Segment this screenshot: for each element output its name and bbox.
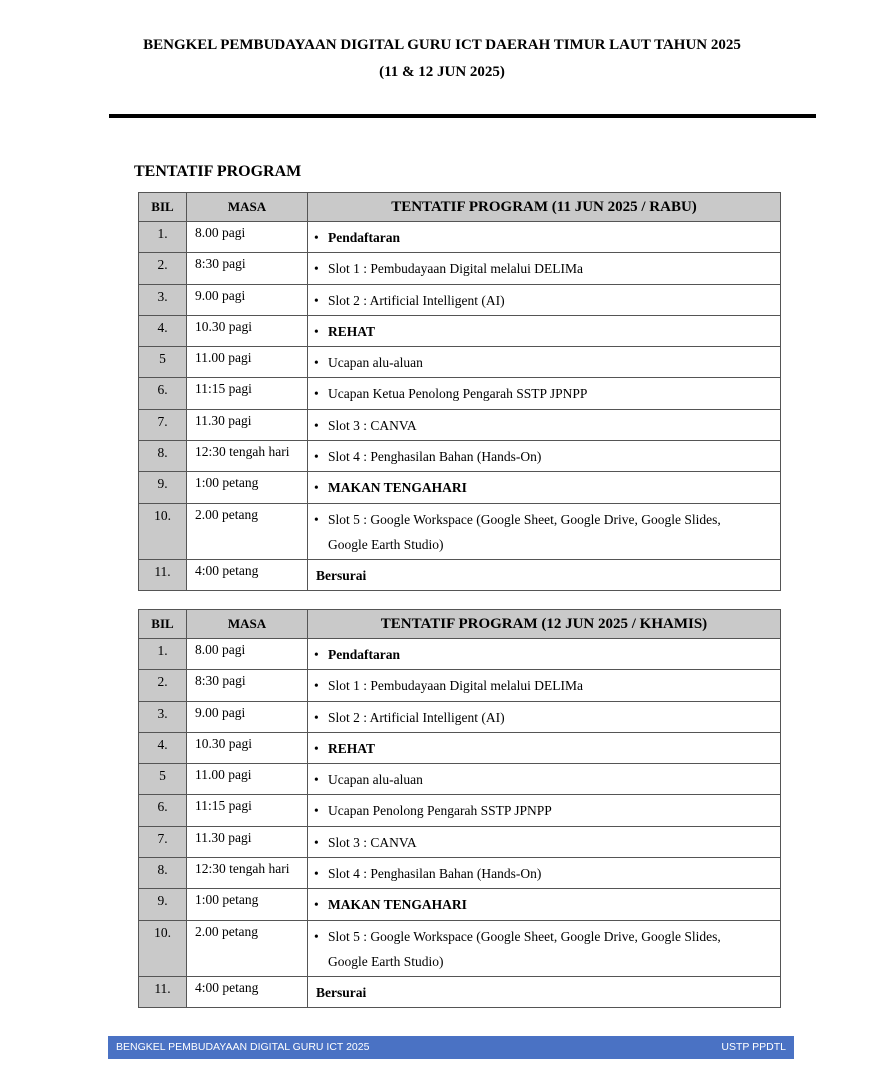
activity-text: Ucapan alu-aluan (328, 772, 423, 788)
row-number: 8. (139, 441, 187, 472)
row-number: 1. (139, 639, 187, 670)
activity-line (314, 642, 774, 667)
bullet-icon: • (314, 386, 319, 402)
table-row (139, 222, 781, 253)
row-number: 10. (139, 503, 187, 559)
table-row (139, 284, 781, 315)
table-row (139, 701, 781, 732)
bullet-icon: • (314, 834, 319, 850)
table-row (139, 732, 781, 763)
row-time: 11:15 pagi (187, 378, 308, 409)
activity-text: Slot 1 : Pembudayaan Digital melalui DELIMa (328, 678, 583, 694)
activity-line (314, 736, 774, 761)
column-header-program: TENTATIF PROGRAM (12 JUN 2025 / KHAMIS) (308, 610, 781, 639)
bullet-icon: • (314, 355, 319, 371)
activity-line (314, 705, 774, 730)
row-activity (308, 315, 781, 346)
row-time: 2.00 petang (187, 920, 308, 976)
activity-text: Pendaftaran (328, 230, 400, 245)
bullet-icon: • (314, 772, 319, 788)
activity-text: REHAT (328, 740, 376, 756)
row-activity (308, 732, 781, 763)
column-header-masa: MASA (187, 610, 308, 639)
table-row (139, 315, 781, 346)
activity-text: Slot 3 : CANVA (328, 834, 417, 850)
row-number: 2. (139, 670, 187, 701)
table-row (139, 409, 781, 440)
row-time: 4:00 petang (187, 559, 308, 590)
bullet-icon: • (314, 647, 319, 662)
row-number: 2. (139, 253, 187, 284)
table-row (139, 253, 781, 284)
row-number: 5 (139, 347, 187, 378)
bullet-icon: • (314, 323, 319, 339)
row-activity (308, 795, 781, 826)
section-title: TENTATIF PROGRAM (134, 163, 302, 180)
row-number: 8. (139, 858, 187, 889)
table-row (139, 472, 781, 503)
table-row (139, 764, 781, 795)
row-time: 11.00 pagi (187, 764, 308, 795)
row-time: 4:00 petang (187, 976, 308, 1007)
activity-text-continued: Google Earth Studio) (328, 536, 444, 552)
bullet-icon: • (314, 740, 319, 756)
row-time: 8:30 pagi (187, 253, 308, 284)
activity-line (314, 319, 774, 344)
row-number: 11. (139, 976, 187, 1007)
activity-text: Slot 1 : Pembudayaan Digital melalui DELIMa (328, 261, 583, 277)
bullet-icon: • (314, 480, 319, 496)
row-time: 9.00 pagi (187, 284, 308, 315)
row-number: 9. (139, 472, 187, 503)
row-number: 7. (139, 409, 187, 440)
activity-line (314, 444, 774, 469)
row-number: 11. (139, 559, 187, 590)
bullet-icon: • (314, 511, 319, 527)
bullet-icon: • (314, 678, 319, 694)
header-divider (109, 114, 816, 118)
table-row (139, 347, 781, 378)
table-row (139, 826, 781, 857)
footer-left-text: BENGKEL PEMBUDAYAAN DIGITAL GURU ICT 2025 (116, 1041, 370, 1053)
activity-line (314, 798, 774, 823)
table-row (139, 378, 781, 409)
bullet-icon: • (314, 417, 319, 433)
activity-line (314, 767, 774, 792)
row-time: 11.30 pagi (187, 409, 308, 440)
row-activity (308, 826, 781, 857)
row-time: 12:30 tengah hari (187, 858, 308, 889)
row-activity (308, 701, 781, 732)
bullet-icon: • (314, 449, 319, 465)
row-activity (308, 284, 781, 315)
table-row (139, 639, 781, 670)
bullet-icon: • (314, 866, 319, 882)
schedule-table-day1 (138, 192, 781, 591)
row-time: 2.00 petang (187, 503, 308, 559)
table-row (139, 559, 781, 590)
activity-text: MAKAN TENGAHARI (328, 480, 467, 496)
activity-text: Pendaftaran (328, 647, 400, 662)
activity-line (314, 256, 774, 281)
row-activity (308, 764, 781, 795)
page-footer (108, 1036, 794, 1059)
table-row (139, 920, 781, 976)
row-time: 1:00 petang (187, 472, 308, 503)
activity-line (314, 673, 774, 698)
activity-text: Ucapan alu-aluan (328, 355, 423, 371)
table-header-row (139, 193, 781, 222)
bullet-icon: • (314, 230, 319, 245)
row-number: 3. (139, 701, 187, 732)
table-row (139, 976, 781, 1007)
activity-line (316, 980, 774, 1005)
activity-line (314, 381, 774, 406)
row-activity (308, 889, 781, 920)
table-row (139, 441, 781, 472)
bullet-icon: • (314, 292, 319, 308)
row-activity (308, 639, 781, 670)
table-header-row (139, 610, 781, 639)
activity-text: Slot 3 : CANVA (328, 417, 417, 433)
activity-text: Slot 4 : Penghasilan Bahan (Hands-On) (328, 866, 542, 882)
activity-text: Slot 5 : Google Workspace (Google Sheet, Google Drive, Google Slides, (328, 928, 721, 944)
row-number: 10. (139, 920, 187, 976)
row-activity (308, 559, 781, 590)
row-activity (308, 920, 781, 976)
bullet-icon: • (314, 261, 319, 277)
row-activity (308, 858, 781, 889)
row-activity (308, 347, 781, 378)
row-number: 9. (139, 889, 187, 920)
activity-text-continued: Google Earth Studio) (328, 953, 444, 969)
activity-text: Slot 2 : Artificial Intelligent (AI) (328, 709, 505, 725)
row-number: 5 (139, 764, 187, 795)
activity-text: Slot 2 : Artificial Intelligent (AI) (328, 292, 505, 308)
table-row (139, 670, 781, 701)
row-number: 4. (139, 315, 187, 346)
row-activity (308, 222, 781, 253)
bullet-icon: • (314, 897, 319, 913)
table-row (139, 795, 781, 826)
activity-line (314, 892, 774, 917)
activity-line (314, 413, 774, 438)
activity-line (314, 830, 774, 855)
row-number: 6. (139, 795, 187, 826)
activity-line (314, 507, 774, 532)
row-activity (308, 378, 781, 409)
row-activity (308, 441, 781, 472)
row-time: 8.00 pagi (187, 639, 308, 670)
activity-text: Bersurai (316, 567, 367, 583)
bullet-icon: • (314, 928, 319, 944)
activity-line (316, 563, 774, 588)
activity-text: Bersurai (316, 984, 367, 1000)
row-activity (308, 976, 781, 1007)
activity-line (314, 288, 774, 313)
activity-text: Slot 5 : Google Workspace (Google Sheet, Google Drive, Google Slides, (328, 511, 721, 527)
row-activity (308, 253, 781, 284)
row-number: 3. (139, 284, 187, 315)
table-row (139, 858, 781, 889)
row-time: 11:15 pagi (187, 795, 308, 826)
row-time: 8:30 pagi (187, 670, 308, 701)
activity-line (314, 475, 774, 500)
activity-text: REHAT (328, 323, 376, 339)
row-time: 10.30 pagi (187, 315, 308, 346)
row-activity (308, 503, 781, 559)
document-title: BENGKEL PEMBUDAYAAN DIGITAL GURU ICT DAERAH TIMUR LAUT TAHUN 2025 (143, 37, 741, 53)
schedule-table-day2 (138, 609, 781, 1008)
row-time: 12:30 tengah hari (187, 441, 308, 472)
activity-text: Ucapan Ketua Penolong Pengarah SSTP JPNPP (328, 386, 588, 402)
activity-line (314, 861, 774, 886)
activity-text: Ucapan Penolong Pengarah SSTP JPNPP (328, 803, 552, 819)
bullet-icon: • (314, 709, 319, 725)
document-dates: (11 & 12 JUN 2025) (379, 64, 505, 80)
row-activity (308, 409, 781, 440)
row-number: 4. (139, 732, 187, 763)
row-time: 11.30 pagi (187, 826, 308, 857)
row-time: 1:00 petang (187, 889, 308, 920)
activity-text: Slot 4 : Penghasilan Bahan (Hands-On) (328, 449, 542, 465)
table-row (139, 503, 781, 559)
activity-line (314, 350, 774, 375)
column-header-bil: BIL (139, 610, 187, 639)
row-activity (308, 472, 781, 503)
row-time: 11.00 pagi (187, 347, 308, 378)
column-header-masa: MASA (187, 193, 308, 222)
row-activity (308, 670, 781, 701)
activity-line (314, 924, 774, 949)
column-header-program: TENTATIF PROGRAM (11 JUN 2025 / RABU) (308, 193, 781, 222)
table-row (139, 889, 781, 920)
bullet-icon: • (314, 803, 319, 819)
footer-right-text: USTP PPDTL (721, 1041, 786, 1053)
row-number: 7. (139, 826, 187, 857)
row-number: 6. (139, 378, 187, 409)
row-time: 10.30 pagi (187, 732, 308, 763)
activity-text: MAKAN TENGAHARI (328, 897, 467, 913)
column-header-bil: BIL (139, 193, 187, 222)
row-time: 8.00 pagi (187, 222, 308, 253)
row-number: 1. (139, 222, 187, 253)
activity-line (314, 225, 774, 250)
row-time: 9.00 pagi (187, 701, 308, 732)
